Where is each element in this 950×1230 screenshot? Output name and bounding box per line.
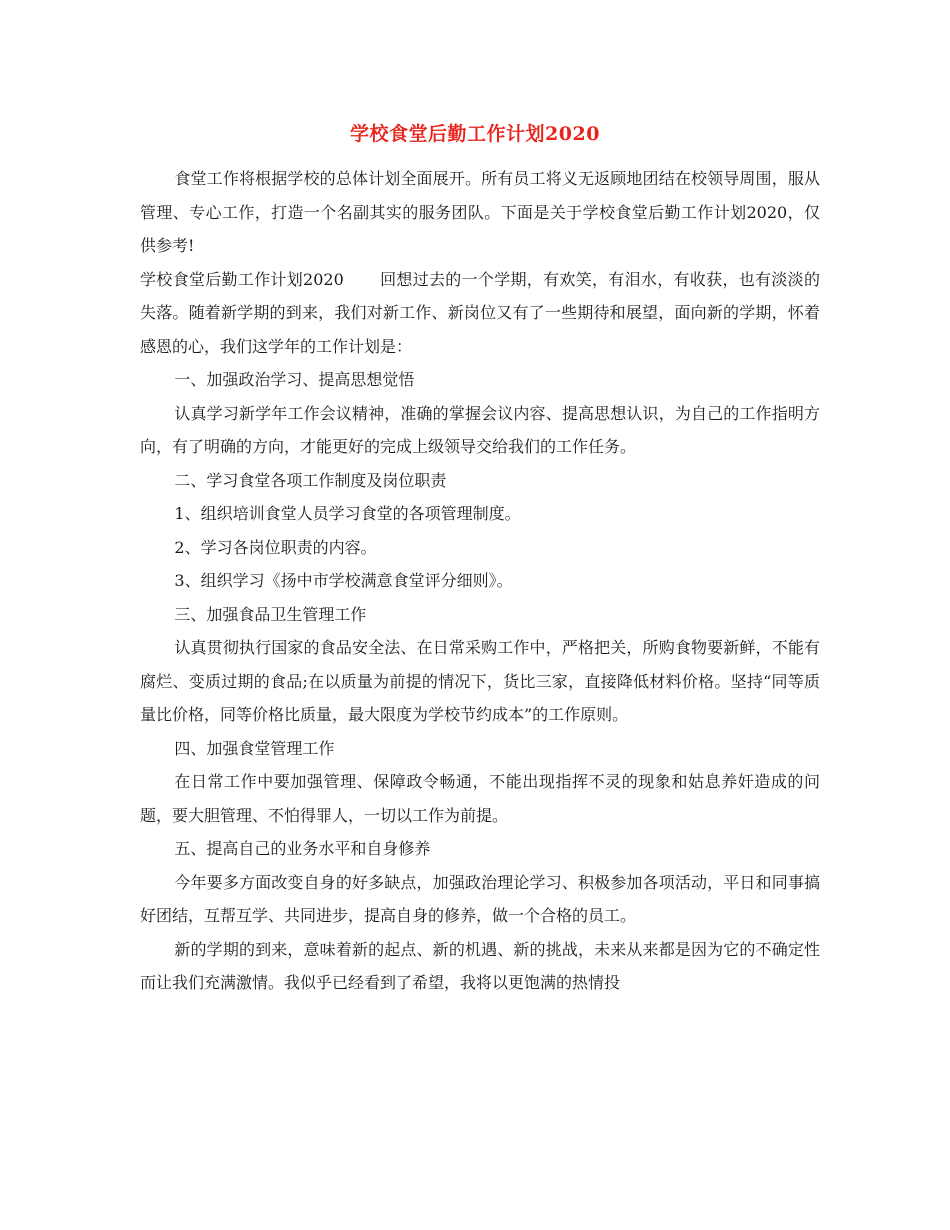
section-heading-2: 二、学习食堂各项工作制度及岗位职责 [174,470,447,490]
document-title: 学校食堂后勤工作计划2020 [350,123,600,145]
section-1-paragraph: 认真学习新学年工作会议精神，准确的掌握会议内容、提高思想认识，为自己的工作指明方向，有了明确的方向，才能更好的完成上级领导交给我们的工作任务。 [140,403,820,456]
section-heading-5: 五、提高自己的业务水平和自身修养 [174,839,431,858]
list-item-2: 2、学习各岗位职责的内容。 [174,537,377,557]
section-heading-4: 四、加强食堂管理工作 [174,738,335,758]
section-4-paragraph: 在日常工作中要加强管理、保障政令畅通，不能出现指挥不灵的现象和姑息养奸造成的问题，要大胆管理、不怕得罪人，一切以工作为前提。 [140,772,820,825]
closing-paragraph: 新的学期的到来，意味着新的起点、新的机遇、新的挑战，未来从来都是因为它的不确定性而让我们充满激情。我似乎已经看到了希望，我将以更饱满的热情投 [140,939,820,992]
section-3-paragraph: 认真贯彻执行国家的食品安全法、在日常采购工作中，严格把关，所购食物要新鲜，不能有腐烂、变质过期的食品;在以质量为前提的情况下，货比三家，直接降低材料价格。坚持“同等质量比价格，同等价格比质量，最大限度为学校节约成本”的工作原则。 [140,638,820,724]
plan-title-lead: 学校食堂后勤工作计划2020 [140,269,344,289]
intro-paragraph: 食堂工作将根据学校的总体计划全面展开。所有员工将义无返顾地团结在校领导周围，服从管理、专心工作，打造一个名副其实的服务团队。下面是关于学校食堂后勤工作计划2020，仅供参考! [140,169,820,255]
list-item-3: 3、组织学习《扬中市学校满意食堂评分细则》。 [174,571,513,590]
document-body [140,162,820,1000]
list-item-1: 1、组织培训食堂人员学习食堂的各项管理制度。 [174,504,521,523]
plan-intro-text: 回想过去的一个学期，有欢笑，有泪水，有收获，也有淡淡的失落。随着新学期的到来，我们对新工作、新岗位又有了一些期待和展望，面向新的学期，怀着感恩的心，我们这学年的工作计划是： [140,269,820,356]
section-heading-3: 三、加强食品卫生管理工作 [174,604,367,624]
section-heading-1: 一、加强政治学习、提高思想觉悟 [174,370,415,389]
plan-intro-paragraph [140,263,820,364]
section-5-paragraph: 今年要多方面改变自身的好多缺点，加强政治理论学习、积极参加各项活动，平日和同事搞好团结，互帮互学、共同进步，提高自身的修养，做一个合格的员工。 [140,872,820,925]
